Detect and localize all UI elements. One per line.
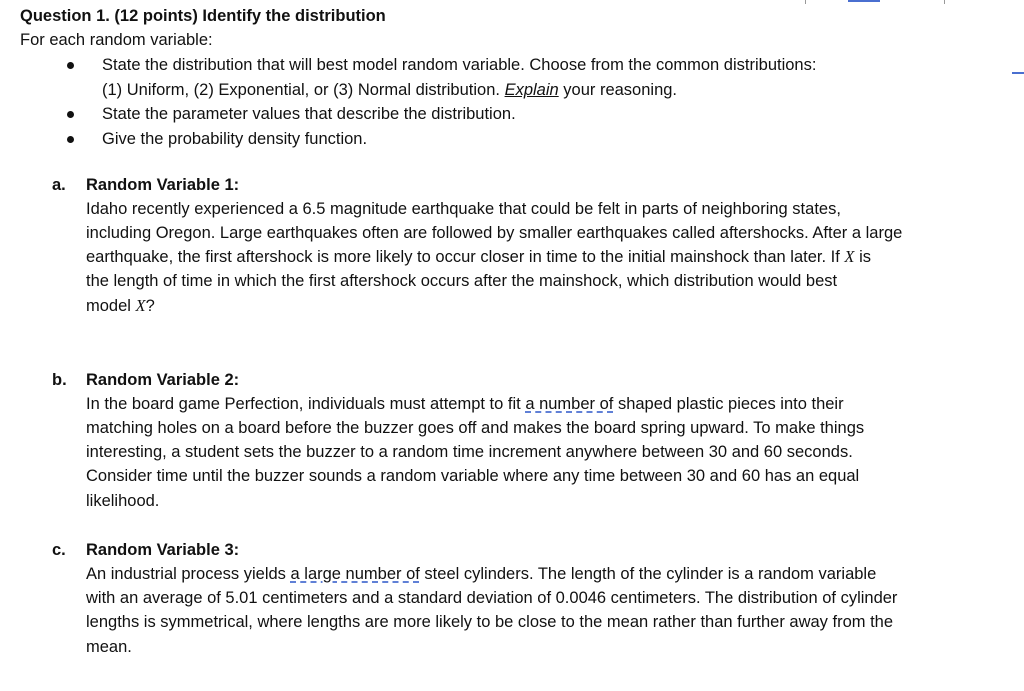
question-intro: For each random variable: (20, 31, 213, 49)
part-b-line-3: interesting, a student sets the buzzer to a random time increment anywhere between 30 and 60 seconds. (86, 443, 853, 461)
part-b-line-1: In the board game Perfection, individuals must attempt to fit a number of shaped plastic pieces into their (86, 395, 844, 413)
explain-emphasis: Explain (504, 81, 559, 99)
part-b-line-2: matching holes on a board before the buzzer goes off and makes the board spring upward. To make things (86, 419, 865, 437)
part-c-title: Random Variable 3: (86, 541, 240, 559)
variable-x: X (135, 296, 146, 315)
part-c-line-3: lengths is symmetrical, where lengths are more likely to be close to the mean rather than further away from the (86, 613, 894, 631)
part-c-line-4: mean. (86, 638, 132, 656)
part-b-label: b. (52, 371, 67, 389)
part-b-line-4: Consider time until the buzzer sounds a random variable where any time between 30 and 60 has an equal (86, 467, 860, 485)
proofing-underline[interactable]: a large number of (290, 565, 420, 583)
part-a-line-3: earthquake, the first aftershock is more likely to occur closer in time to the initial mainshock than later. If X is (86, 247, 872, 266)
part-c-line-1: An industrial process yields a large number of steel cylinders. The length of the cylinder is a random variable (86, 565, 877, 583)
part-b-title: Random Variable 2: (86, 371, 240, 389)
bullet-1-line-2: (1) Uniform, (2) Exponential, or (3) Normal distribution. Explain your reasoning. (102, 81, 678, 99)
part-a-line-5: model X? (86, 296, 155, 315)
ruler-marker (848, 0, 880, 2)
bullet-2: State the parameter values that describe the distribution. (102, 105, 516, 123)
part-c-line-2: with an average of 5.01 centimeters and a standard deviation of 0.0046 centimeters. The distribution of cylinder (86, 589, 898, 607)
ruler-tick (805, 0, 806, 4)
question-title: Question 1. (12 points) Identify the distribution (20, 7, 386, 25)
bullet-1-line-1: State the distribution that will best model random variable. Choose from the common distributions: (102, 56, 817, 74)
part-b-line-5: likelihood. (86, 492, 160, 510)
bullet-3: Give the probability density function. (102, 130, 368, 148)
bullet-dot (67, 111, 74, 118)
part-a-line-1: Idaho recently experienced a 6.5 magnitude earthquake that could be felt in parts of neighboring states, (86, 200, 841, 218)
bullet-dot (67, 136, 74, 143)
part-a-title: Random Variable 1: (86, 176, 240, 194)
part-a-label: a. (52, 176, 66, 194)
variable-x: X (844, 247, 855, 266)
part-a-line-4: the length of time in which the first aftershock occurs after the mainshock, which distribution would best (86, 272, 838, 290)
margin-marker (1012, 72, 1024, 74)
part-a-line-2: including Oregon. Large earthquakes often are followed by smaller earthquakes called aftershocks. After a large (86, 224, 903, 242)
ruler-tick (944, 0, 945, 4)
proofing-underline[interactable]: a number of (525, 395, 614, 413)
part-c-label: c. (52, 541, 66, 559)
bullet-dot (67, 62, 74, 69)
